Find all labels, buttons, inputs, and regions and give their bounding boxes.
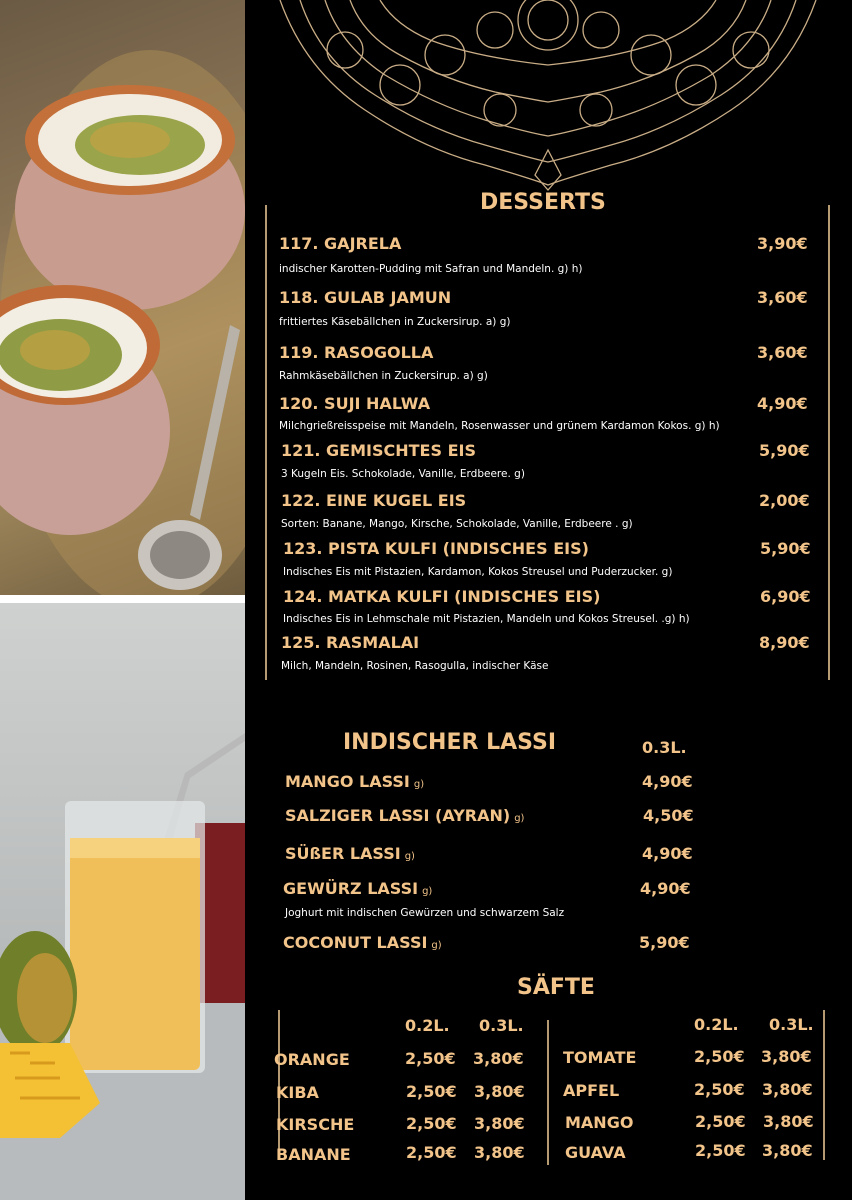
juice-price-large: 3,80€ bbox=[474, 1082, 525, 1101]
juice-name: GUAVA bbox=[565, 1143, 626, 1162]
dessert-illustration bbox=[0, 0, 245, 595]
dessert-item-price: 6,90€ bbox=[760, 587, 811, 606]
dessert-item-price: 3,90€ bbox=[757, 234, 808, 253]
lassi-item-desc: Joghurt mit indischen Gewürzen und schwarzem Salz bbox=[285, 907, 565, 919]
juice-name: TOMATE bbox=[563, 1048, 637, 1067]
juice-price-small: 2,50€ bbox=[694, 1080, 745, 1099]
juice-price-small: 2,50€ bbox=[406, 1143, 457, 1162]
dessert-item-name: 121. GEMISCHTES EIS bbox=[281, 441, 476, 460]
dessert-item-name: 118. GULAB JAMUN bbox=[279, 288, 452, 307]
dessert-photo bbox=[0, 0, 245, 595]
dessert-item-name: 125. RASMALAI bbox=[281, 633, 420, 652]
dessert-item-price: 3,60€ bbox=[757, 343, 808, 362]
dessert-item-desc: Sorten: Banane, Mango, Kirsche, Schokolade, Vanille, Erdbeere . g) bbox=[281, 518, 633, 530]
juice-size-small-right: 0.2L. bbox=[694, 1015, 739, 1034]
desserts-title: DESSERTS bbox=[480, 190, 606, 215]
dessert-item-desc: 3 Kugeln Eis. Schokolade, Vanille, Erdbeere. g) bbox=[281, 468, 525, 480]
juice-price-small: 2,50€ bbox=[405, 1049, 456, 1068]
juice-price-small: 2,50€ bbox=[406, 1082, 457, 1101]
frame-line-right bbox=[828, 205, 830, 680]
juice-name: KIRSCHE bbox=[276, 1115, 355, 1134]
juice-price-small: 2,50€ bbox=[406, 1114, 457, 1133]
juice-name: ORANGE bbox=[274, 1050, 350, 1069]
lassi-item-name: SALZIGER LASSI (AYRAN) g) bbox=[285, 806, 525, 825]
lassi-size-header: 0.3L. bbox=[642, 738, 687, 757]
dessert-item-price: 5,90€ bbox=[760, 539, 811, 558]
lassi-illustration bbox=[0, 603, 245, 1200]
dessert-item-name: 119. RASOGOLLA bbox=[279, 343, 434, 362]
juice-divider bbox=[547, 1020, 549, 1165]
frame-line-left bbox=[265, 205, 267, 680]
dessert-item-desc: Indisches Eis mit Pistazien, Kardamon, Kokos Streusel und Puderzucker. g) bbox=[283, 566, 673, 578]
dessert-item-price: 8,90€ bbox=[759, 633, 810, 652]
juice-frame-right bbox=[823, 1010, 825, 1160]
lassi-item-price: 4,50€ bbox=[643, 806, 694, 825]
juice-price-large: 3,80€ bbox=[473, 1049, 524, 1068]
lassi-item-price: 4,90€ bbox=[642, 844, 693, 863]
mandala-ornament bbox=[245, 0, 852, 200]
juice-price-large: 3,80€ bbox=[474, 1114, 525, 1133]
lassi-photo bbox=[0, 603, 245, 1200]
juice-size-small-left: 0.2L. bbox=[405, 1016, 450, 1035]
lassi-title: INDISCHER LASSI bbox=[343, 730, 557, 755]
juices-title: SÄFTE bbox=[517, 975, 595, 1000]
juice-name: MANGO bbox=[565, 1113, 634, 1132]
juice-name: BANANE bbox=[276, 1145, 351, 1164]
dessert-item-name: 120. SUJI HALWA bbox=[279, 394, 431, 413]
dessert-item-price: 2,00€ bbox=[759, 491, 810, 510]
juice-name: APFEL bbox=[563, 1081, 620, 1100]
juice-price-small: 2,50€ bbox=[694, 1047, 745, 1066]
lassi-item-name: SÜßER LASSI g) bbox=[285, 844, 415, 863]
lassi-item-price: 4,90€ bbox=[642, 772, 693, 791]
juice-size-large-right: 0.3L. bbox=[769, 1015, 814, 1034]
lassi-item-name: MANGO LASSI g) bbox=[285, 772, 425, 791]
dessert-item-desc: Milch, Mandeln, Rosinen, Rasogulla, indischer Käse bbox=[281, 660, 549, 672]
dessert-item-desc: frittiertes Käsebällchen in Zuckersirup. a) g) bbox=[279, 316, 511, 328]
lassi-item-name: COCONUT LASSI g) bbox=[283, 933, 442, 952]
juice-price-small: 2,50€ bbox=[695, 1141, 746, 1160]
juice-name: KIBA bbox=[276, 1083, 319, 1102]
dessert-item-name: 122. EINE KUGEL EIS bbox=[281, 491, 467, 510]
juice-price-large: 3,80€ bbox=[762, 1080, 813, 1099]
lassi-item-name: GEWÜRZ LASSI g) bbox=[283, 879, 433, 898]
dessert-item-name: 117. GAJRELA bbox=[279, 234, 402, 253]
lassi-item-price: 5,90€ bbox=[639, 933, 690, 952]
dessert-item-name: 123. PISTA KULFI (INDISCHES EIS) bbox=[283, 539, 589, 558]
juice-size-large-left: 0.3L. bbox=[479, 1016, 524, 1035]
lassi-item-price: 4,90€ bbox=[640, 879, 691, 898]
juice-price-large: 3,80€ bbox=[761, 1047, 812, 1066]
menu-panel bbox=[245, 0, 852, 1200]
dessert-item-desc: indischer Karotten-Pudding mit Safran und Mandeln. g) h) bbox=[279, 263, 583, 275]
dessert-item-price: 3,60€ bbox=[757, 288, 808, 307]
dessert-item-price: 5,90€ bbox=[759, 441, 810, 460]
dessert-item-desc: Milchgrießreisspeise mit Mandeln, Rosenwasser und grünem Kardamon Kokos. g) h) bbox=[279, 420, 720, 432]
juice-price-large: 3,80€ bbox=[763, 1112, 814, 1131]
dessert-item-desc: Indisches Eis in Lehmschale mit Pistazien, Mandeln und Kokos Streusel. .g) h) bbox=[283, 613, 690, 625]
dessert-item-desc: Rahmkäsebällchen in Zuckersirup. a) g) bbox=[279, 370, 488, 382]
dessert-item-name: 124. MATKA KULFI (INDISCHES EIS) bbox=[283, 587, 601, 606]
dessert-item-price: 4,90€ bbox=[757, 394, 808, 413]
juice-price-large: 3,80€ bbox=[762, 1141, 813, 1160]
juice-price-large: 3,80€ bbox=[474, 1143, 525, 1162]
juice-price-small: 2,50€ bbox=[695, 1112, 746, 1131]
photo-column bbox=[0, 0, 245, 1200]
